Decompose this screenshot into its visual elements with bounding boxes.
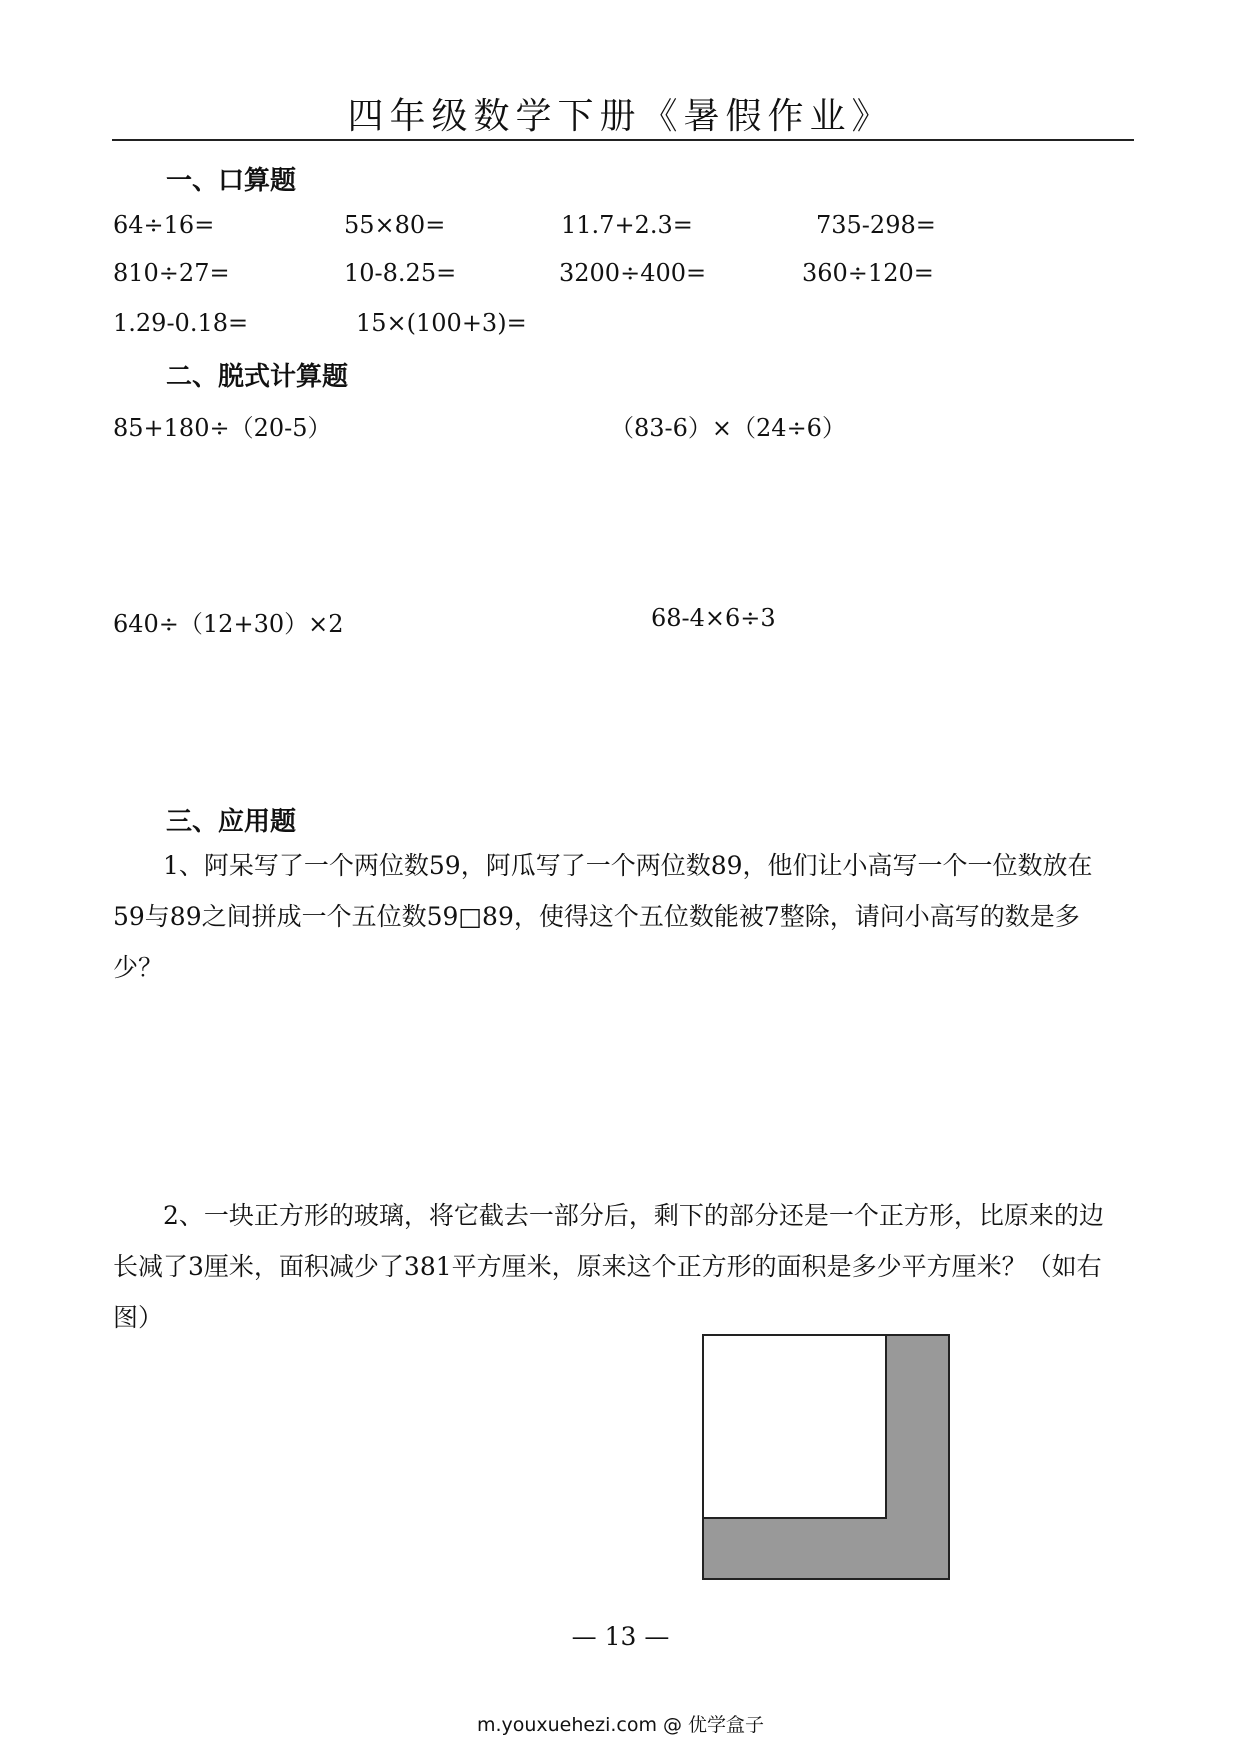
section-heading-word: 三、应用题 (166, 807, 297, 837)
remaining-square (703, 1335, 886, 1518)
page-title: 四年级数学下册《暑假作业》 (347, 96, 894, 137)
step-problem-1: 85+180÷（20-5） (113, 414, 332, 442)
step-problem-4: 68-4×6÷3 (651, 604, 776, 632)
footer-watermark: m.youxuehezi.com @ 优学盒子 (476, 1714, 765, 1736)
step-problem-2: （83-6）×（24÷6） (610, 414, 846, 442)
step-problem-3: 640÷（12+30）×2 (113, 610, 344, 638)
oral-problem-9: 1.29-0.18= (113, 309, 249, 337)
square-figure (702, 1334, 952, 1582)
oral-problem-2: 55×80= (344, 211, 446, 239)
oral-problem-6: 10-8.25= (344, 259, 457, 287)
oral-problem-3: 11.7+2.3= (561, 211, 693, 239)
oral-problem-5: 810÷27= (113, 259, 230, 287)
oral-problem-1: 64÷16= (113, 211, 215, 239)
oral-problem-7: 3200÷400= (559, 259, 707, 287)
word-problem-1: 1、阿呆写了一个两位数59，阿瓜写了一个两位数89，他们让小高写一个一位数放在59与89之间拼成一个五位数59□89，使得这个五位数能被7整除，请问小高写的数是多少？ (113, 851, 1093, 982)
oral-problem-10: 15×(100+3)= (356, 309, 527, 337)
section-heading-oral: 一、口算题 (166, 166, 297, 196)
oral-problem-4: 735-298= (816, 211, 936, 239)
title-rule (112, 139, 1134, 141)
oral-problem-8: 360÷120= (802, 259, 934, 287)
section-heading-step: 二、脱式计算题 (166, 362, 349, 392)
word-problem-2: 2、一块正方形的玻璃，将它截去一部分后，剩下的部分还是一个正方形，比原来的边长减了3厘米，面积减少了381平方厘米，原来这个正方形的面积是多少平方厘米？（如右图） (113, 1201, 1104, 1332)
page-number: — 13 — (571, 1622, 670, 1651)
